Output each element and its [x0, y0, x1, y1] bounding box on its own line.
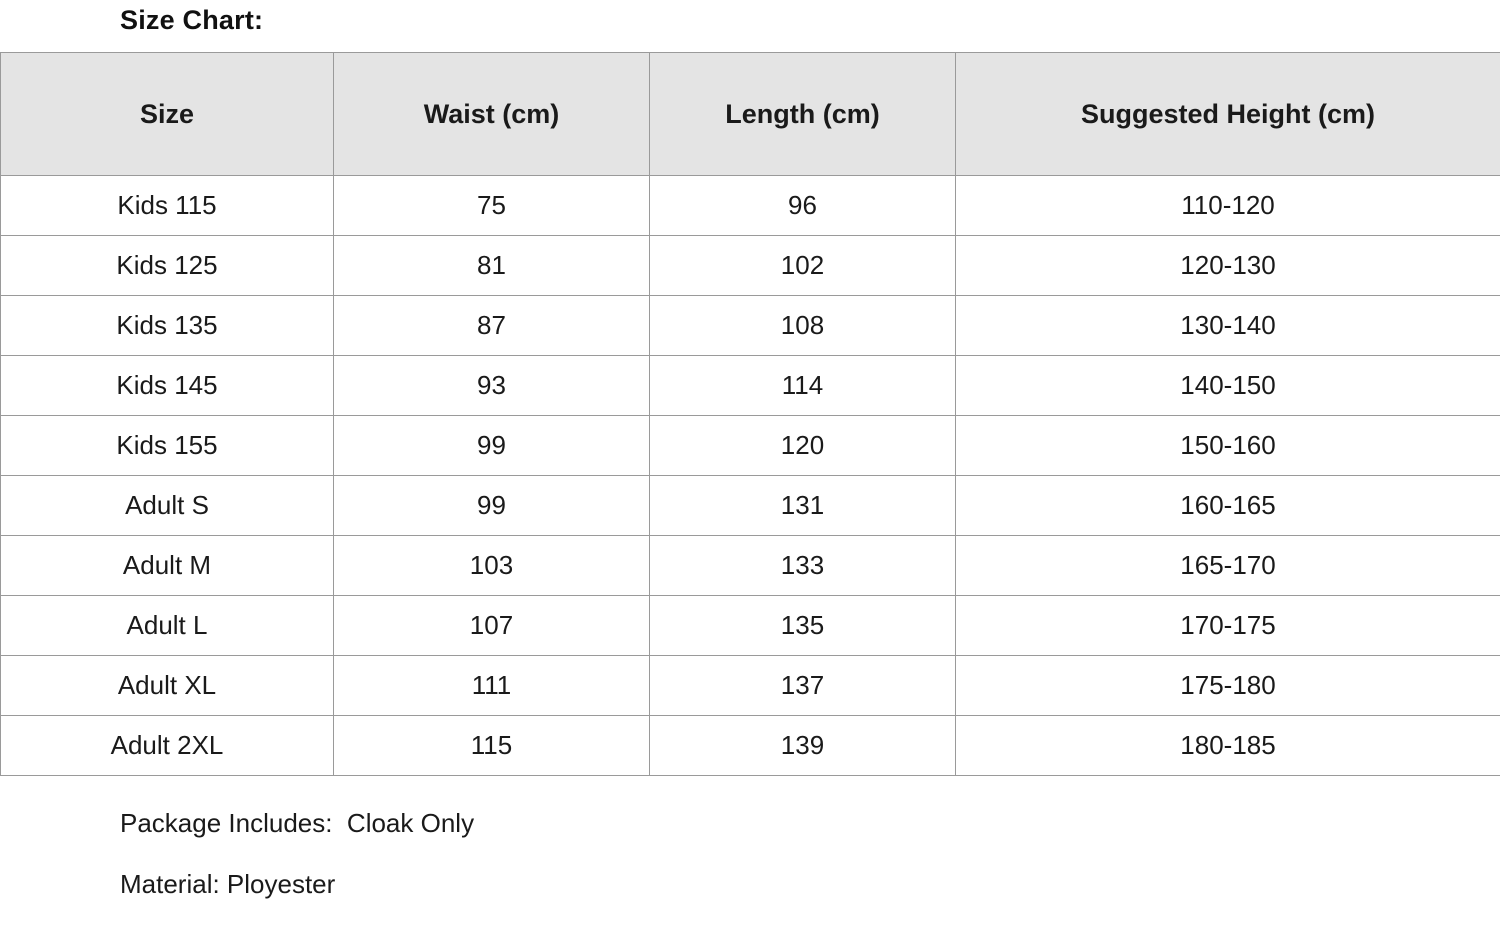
cell-length: 120 [650, 416, 956, 476]
cell-waist: 87 [334, 296, 650, 356]
table-row [1, 716, 1500, 776]
cell-length: 108 [650, 296, 956, 356]
cell-suggested-height: 165-170 [956, 536, 1500, 596]
table-row [1, 296, 1500, 356]
cell-suggested-height: 130-140 [956, 296, 1500, 356]
cell-size: Kids 115 [1, 176, 334, 236]
cell-waist: 115 [334, 716, 650, 776]
cell-waist: 99 [334, 416, 650, 476]
cell-length: 137 [650, 656, 956, 716]
cell-suggested-height: 180-185 [956, 716, 1500, 776]
cell-length: 131 [650, 476, 956, 536]
cell-length: 102 [650, 236, 956, 296]
cell-waist: 99 [334, 476, 650, 536]
cell-length: 133 [650, 536, 956, 596]
cell-suggested-height: 160-165 [956, 476, 1500, 536]
cell-length: 135 [650, 596, 956, 656]
table-row [1, 476, 1500, 536]
column-header-waist: Waist (cm) [334, 53, 650, 176]
cell-size: Kids 135 [1, 296, 334, 356]
table-row [1, 176, 1500, 236]
table-row [1, 356, 1500, 416]
cell-size: Kids 125 [1, 236, 334, 296]
table-header-row [1, 53, 1500, 176]
cell-waist: 93 [334, 356, 650, 416]
cell-waist: 81 [334, 236, 650, 296]
cell-size: Adult 2XL [1, 716, 334, 776]
cell-waist: 75 [334, 176, 650, 236]
cell-suggested-height: 120-130 [956, 236, 1500, 296]
cell-size: Adult L [1, 596, 334, 656]
table-row [1, 596, 1500, 656]
cell-suggested-height: 110-120 [956, 176, 1500, 236]
cell-length: 139 [650, 716, 956, 776]
cell-length: 114 [650, 356, 956, 416]
column-header-length: Length (cm) [650, 53, 956, 176]
cell-size: Kids 145 [1, 356, 334, 416]
cell-suggested-height: 150-160 [956, 416, 1500, 476]
cell-suggested-height: 175-180 [956, 656, 1500, 716]
cell-size: Kids 155 [1, 416, 334, 476]
column-header-size: Size [1, 53, 334, 176]
cell-suggested-height: 140-150 [956, 356, 1500, 416]
size-chart-table [0, 52, 1500, 776]
column-header-suggested-height: Suggested Height (cm) [956, 53, 1500, 176]
page-title: Size Chart: [120, 5, 264, 35]
cell-size: Adult M [1, 536, 334, 596]
cell-waist: 107 [334, 596, 650, 656]
cell-size: Adult XL [1, 656, 334, 716]
cell-length: 96 [650, 176, 956, 236]
cell-suggested-height: 170-175 [956, 596, 1500, 656]
note-material: Material: Ployester [120, 869, 336, 900]
notes-section [0, 776, 1500, 902]
table-row [1, 656, 1500, 716]
table-row [1, 416, 1500, 476]
cell-size: Adult S [1, 476, 334, 536]
note-package-includes: Package Includes: Cloak Only [120, 808, 475, 839]
table-row [1, 536, 1500, 596]
cell-waist: 111 [334, 656, 650, 716]
cell-waist: 103 [334, 536, 650, 596]
table-row [1, 236, 1500, 296]
